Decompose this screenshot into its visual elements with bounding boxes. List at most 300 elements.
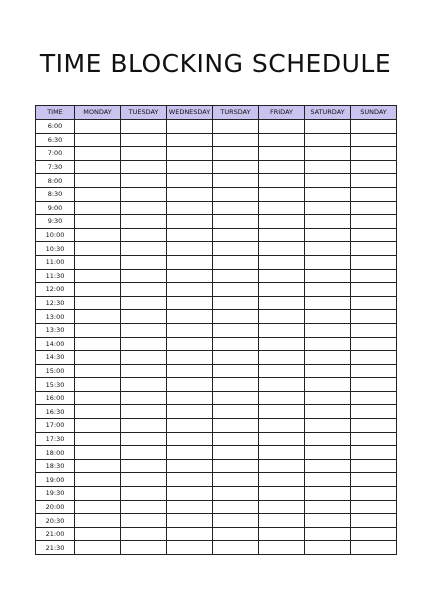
slot-monday[interactable] [75,323,121,337]
slot-monday[interactable] [75,310,121,324]
slot-wednesday[interactable] [167,473,213,487]
time-label: 19:00 [36,473,75,487]
slot-saturday[interactable] [305,337,351,351]
slot-monday[interactable] [75,473,121,487]
time-row [36,337,397,351]
time-row [36,378,397,392]
slot-sunday[interactable] [351,541,397,555]
slot-tuesday[interactable] [121,174,167,188]
time-row [36,160,397,174]
slot-thursday[interactable] [213,405,259,419]
slot-tuesday[interactable] [121,323,167,337]
slot-sunday[interactable] [351,364,397,378]
slot-sunday[interactable] [351,337,397,351]
slot-friday[interactable] [259,419,305,433]
time-row [36,120,397,134]
time-row [36,391,397,405]
slot-tuesday[interactable] [121,296,167,310]
slot-saturday[interactable] [305,160,351,174]
slot-thursday[interactable] [213,160,259,174]
slot-friday[interactable] [259,459,305,473]
slot-wednesday[interactable] [167,514,213,528]
schedule-table [35,105,397,555]
slot-monday[interactable] [75,405,121,419]
slot-thursday[interactable] [213,310,259,324]
slot-sunday[interactable] [351,514,397,528]
slot-sunday[interactable] [351,269,397,283]
slot-sunday[interactable] [351,174,397,188]
header-time: TIME [36,106,75,120]
slot-thursday[interactable] [213,419,259,433]
slot-friday[interactable] [259,514,305,528]
slot-saturday[interactable] [305,323,351,337]
slot-friday[interactable] [259,473,305,487]
slot-monday[interactable] [75,269,121,283]
slot-saturday[interactable] [305,351,351,365]
slot-tuesday[interactable] [121,242,167,256]
slot-thursday[interactable] [213,541,259,555]
slot-monday[interactable] [75,419,121,433]
slot-sunday[interactable] [351,147,397,161]
time-row [36,446,397,460]
slot-friday[interactable] [259,147,305,161]
slot-tuesday[interactable] [121,446,167,460]
time-label: 10:30 [36,242,75,256]
slot-thursday[interactable] [213,147,259,161]
time-label: 13:30 [36,323,75,337]
slot-sunday[interactable] [351,255,397,269]
slot-sunday[interactable] [351,296,397,310]
slot-monday[interactable] [75,500,121,514]
slot-sunday[interactable] [351,473,397,487]
slot-saturday[interactable] [305,174,351,188]
slot-saturday[interactable] [305,391,351,405]
slot-thursday[interactable] [213,500,259,514]
page-title: TIME BLOCKING SCHEDULE [39,49,392,78]
slot-wednesday[interactable] [167,187,213,201]
slot-wednesday[interactable] [167,432,213,446]
slot-friday[interactable] [259,255,305,269]
slot-wednesday[interactable] [167,351,213,365]
slot-saturday[interactable] [305,120,351,134]
slot-sunday[interactable] [351,500,397,514]
slot-friday[interactable] [259,201,305,215]
slot-tuesday[interactable] [121,215,167,229]
slot-monday[interactable] [75,255,121,269]
slot-friday[interactable] [259,364,305,378]
slot-saturday[interactable] [305,242,351,256]
slot-saturday[interactable] [305,473,351,487]
slot-thursday[interactable] [213,187,259,201]
time-label: 10:00 [36,228,75,242]
slot-sunday[interactable] [351,459,397,473]
slot-sunday[interactable] [351,378,397,392]
time-row [36,473,397,487]
slot-tuesday[interactable] [121,514,167,528]
slot-wednesday[interactable] [167,269,213,283]
slot-wednesday[interactable] [167,419,213,433]
slot-saturday[interactable] [305,283,351,297]
slot-wednesday[interactable] [167,255,213,269]
slot-thursday[interactable] [213,228,259,242]
slot-friday[interactable] [259,432,305,446]
header-friday: FRIDAY [259,106,305,120]
time-label: 16:30 [36,405,75,419]
slot-tuesday[interactable] [121,228,167,242]
slot-friday[interactable] [259,283,305,297]
slot-tuesday[interactable] [121,541,167,555]
slot-thursday[interactable] [213,527,259,541]
slot-friday[interactable] [259,160,305,174]
slot-thursday[interactable] [213,269,259,283]
slot-monday[interactable] [75,120,121,134]
slot-monday[interactable] [75,147,121,161]
time-row [36,351,397,365]
time-row [36,323,397,337]
time-row [36,215,397,229]
slot-wednesday[interactable] [167,405,213,419]
slot-thursday[interactable] [213,351,259,365]
slot-monday[interactable] [75,228,121,242]
slot-friday[interactable] [259,242,305,256]
slot-tuesday[interactable] [121,500,167,514]
time-label: 14:30 [36,351,75,365]
time-row [36,541,397,555]
slot-saturday[interactable] [305,133,351,147]
time-row [36,310,397,324]
time-label: 20:00 [36,500,75,514]
time-label: 11:00 [36,255,75,269]
slot-thursday[interactable] [213,283,259,297]
time-label: 9:30 [36,215,75,229]
slot-monday[interactable] [75,296,121,310]
slot-wednesday[interactable] [167,133,213,147]
slot-friday[interactable] [259,500,305,514]
slot-thursday[interactable] [213,323,259,337]
slot-monday[interactable] [75,446,121,460]
slot-friday[interactable] [259,527,305,541]
time-label: 11:30 [36,269,75,283]
slot-friday[interactable] [259,378,305,392]
slot-thursday[interactable] [213,473,259,487]
time-row [36,432,397,446]
time-row [36,147,397,161]
slot-tuesday[interactable] [121,255,167,269]
time-label: 18:30 [36,459,75,473]
slot-tuesday[interactable] [121,487,167,501]
slot-friday[interactable] [259,269,305,283]
slot-saturday[interactable] [305,487,351,501]
time-label: 9:00 [36,201,75,215]
time-row [36,174,397,188]
slot-saturday[interactable] [305,514,351,528]
slot-wednesday[interactable] [167,174,213,188]
time-row [36,419,397,433]
slot-monday[interactable] [75,541,121,555]
slot-monday[interactable] [75,487,121,501]
slot-wednesday[interactable] [167,337,213,351]
slot-tuesday[interactable] [121,432,167,446]
slot-monday[interactable] [75,391,121,405]
slot-saturday[interactable] [305,364,351,378]
header-row [36,106,397,120]
slot-friday[interactable] [259,541,305,555]
slot-wednesday[interactable] [167,242,213,256]
slot-wednesday[interactable] [167,541,213,555]
slot-wednesday[interactable] [167,120,213,134]
slot-sunday[interactable] [351,242,397,256]
slot-saturday[interactable] [305,527,351,541]
time-row [36,187,397,201]
slot-tuesday[interactable] [121,269,167,283]
slot-sunday[interactable] [351,283,397,297]
time-row [36,255,397,269]
slot-saturday[interactable] [305,310,351,324]
slot-wednesday[interactable] [167,527,213,541]
slot-wednesday[interactable] [167,487,213,501]
slot-wednesday[interactable] [167,283,213,297]
slot-friday[interactable] [259,215,305,229]
time-row [36,459,397,473]
slot-sunday[interactable] [351,391,397,405]
slot-tuesday[interactable] [121,351,167,365]
slot-monday[interactable] [75,364,121,378]
slot-tuesday[interactable] [121,201,167,215]
slot-sunday[interactable] [351,133,397,147]
slot-saturday[interactable] [305,500,351,514]
slot-thursday[interactable] [213,432,259,446]
slot-wednesday[interactable] [167,310,213,324]
slot-thursday[interactable] [213,337,259,351]
slot-monday[interactable] [75,514,121,528]
slot-tuesday[interactable] [121,187,167,201]
slot-saturday[interactable] [305,201,351,215]
slot-sunday[interactable] [351,215,397,229]
slot-friday[interactable] [259,337,305,351]
slot-thursday[interactable] [213,296,259,310]
slot-monday[interactable] [75,242,121,256]
slot-friday[interactable] [259,351,305,365]
slot-wednesday[interactable] [167,391,213,405]
slot-wednesday[interactable] [167,228,213,242]
time-row [36,296,397,310]
slot-thursday[interactable] [213,133,259,147]
slot-sunday[interactable] [351,487,397,501]
time-label: 20:30 [36,514,75,528]
time-label: 7:30 [36,160,75,174]
slot-tuesday[interactable] [121,527,167,541]
slot-saturday[interactable] [305,269,351,283]
slot-wednesday[interactable] [167,364,213,378]
time-row [36,269,397,283]
slot-monday[interactable] [75,432,121,446]
slot-saturday[interactable] [305,215,351,229]
slot-tuesday[interactable] [121,419,167,433]
slot-sunday[interactable] [351,201,397,215]
time-row [36,405,397,419]
slot-monday[interactable] [75,337,121,351]
slot-friday[interactable] [259,487,305,501]
slot-thursday[interactable] [213,487,259,501]
time-label: 17:00 [36,419,75,433]
slot-saturday[interactable] [305,459,351,473]
slot-thursday[interactable] [213,459,259,473]
slot-saturday[interactable] [305,255,351,269]
time-row [36,487,397,501]
slot-monday[interactable] [75,160,121,174]
slot-wednesday[interactable] [167,296,213,310]
slot-friday[interactable] [259,228,305,242]
slot-saturday[interactable] [305,432,351,446]
slot-tuesday[interactable] [121,391,167,405]
slot-saturday[interactable] [305,296,351,310]
slot-friday[interactable] [259,120,305,134]
time-label: 21:30 [36,541,75,555]
time-label: 19:30 [36,487,75,501]
time-row [36,228,397,242]
header-thursday: TURSDAY [213,106,259,120]
time-row [36,500,397,514]
slot-friday[interactable] [259,323,305,337]
slot-thursday[interactable] [213,120,259,134]
slot-sunday[interactable] [351,419,397,433]
slot-tuesday[interactable] [121,364,167,378]
slot-saturday[interactable] [305,187,351,201]
schedule-body [36,120,397,555]
slot-sunday[interactable] [351,446,397,460]
slot-thursday[interactable] [213,364,259,378]
slot-friday[interactable] [259,174,305,188]
slot-thursday[interactable] [213,215,259,229]
slot-tuesday[interactable] [121,120,167,134]
time-row [36,364,397,378]
time-row [36,201,397,215]
time-label: 12:00 [36,283,75,297]
slot-saturday[interactable] [305,541,351,555]
slot-tuesday[interactable] [121,310,167,324]
slot-monday[interactable] [75,174,121,188]
slot-thursday[interactable] [213,446,259,460]
slot-monday[interactable] [75,459,121,473]
slot-thursday[interactable] [213,174,259,188]
slot-tuesday[interactable] [121,473,167,487]
time-row [36,527,397,541]
time-label: 18:00 [36,446,75,460]
time-label: 6:00 [36,120,75,134]
slot-friday[interactable] [259,187,305,201]
slot-wednesday[interactable] [167,446,213,460]
slot-monday[interactable] [75,283,121,297]
slot-wednesday[interactable] [167,500,213,514]
slot-sunday[interactable] [351,310,397,324]
slot-saturday[interactable] [305,147,351,161]
slot-saturday[interactable] [305,419,351,433]
slot-saturday[interactable] [305,378,351,392]
slot-thursday[interactable] [213,391,259,405]
header-sunday: SUNDAY [351,106,397,120]
header-saturday: SATURDAY [305,106,351,120]
slot-sunday[interactable] [351,160,397,174]
slot-monday[interactable] [75,133,121,147]
slot-friday[interactable] [259,405,305,419]
slot-wednesday[interactable] [167,147,213,161]
slot-tuesday[interactable] [121,378,167,392]
slot-friday[interactable] [259,446,305,460]
slot-tuesday[interactable] [121,147,167,161]
slot-thursday[interactable] [213,378,259,392]
slot-tuesday[interactable] [121,337,167,351]
time-label: 7:00 [36,147,75,161]
slot-thursday[interactable] [213,242,259,256]
time-row [36,283,397,297]
slot-tuesday[interactable] [121,133,167,147]
time-row [36,514,397,528]
slot-monday[interactable] [75,187,121,201]
slot-tuesday[interactable] [121,160,167,174]
slot-wednesday[interactable] [167,160,213,174]
slot-tuesday[interactable] [121,283,167,297]
slot-sunday[interactable] [351,323,397,337]
time-label: 13:00 [36,310,75,324]
slot-sunday[interactable] [351,120,397,134]
slot-friday[interactable] [259,133,305,147]
slot-saturday[interactable] [305,446,351,460]
time-label: 12:30 [36,296,75,310]
slot-wednesday[interactable] [167,378,213,392]
slot-wednesday[interactable] [167,459,213,473]
slot-wednesday[interactable] [167,323,213,337]
slot-thursday[interactable] [213,514,259,528]
slot-monday[interactable] [75,201,121,215]
time-label: 8:30 [36,187,75,201]
slot-tuesday[interactable] [121,459,167,473]
slot-monday[interactable] [75,378,121,392]
slot-saturday[interactable] [305,405,351,419]
time-label: 15:00 [36,364,75,378]
slot-thursday[interactable] [213,255,259,269]
slot-sunday[interactable] [351,228,397,242]
slot-monday[interactable] [75,527,121,541]
header-wednesday: WEDNESDAY [167,106,213,120]
slot-wednesday[interactable] [167,201,213,215]
time-row [36,133,397,147]
slot-monday[interactable] [75,215,121,229]
time-label: 16:00 [36,391,75,405]
slot-sunday[interactable] [351,527,397,541]
slot-wednesday[interactable] [167,215,213,229]
time-label: 21:00 [36,527,75,541]
header-monday: MONDAY [75,106,121,120]
time-row [36,242,397,256]
slot-monday[interactable] [75,351,121,365]
time-label: 14:00 [36,337,75,351]
slot-friday[interactable] [259,296,305,310]
time-label: 15:30 [36,378,75,392]
time-label: 17:30 [36,432,75,446]
slot-sunday[interactable] [351,351,397,365]
slot-sunday[interactable] [351,432,397,446]
slot-sunday[interactable] [351,405,397,419]
slot-tuesday[interactable] [121,405,167,419]
time-label: 8:00 [36,174,75,188]
slot-sunday[interactable] [351,187,397,201]
time-label: 6:30 [36,133,75,147]
slot-friday[interactable] [259,391,305,405]
header-tuesday: TUESDAY [121,106,167,120]
slot-friday[interactable] [259,310,305,324]
slot-saturday[interactable] [305,228,351,242]
slot-thursday[interactable] [213,201,259,215]
